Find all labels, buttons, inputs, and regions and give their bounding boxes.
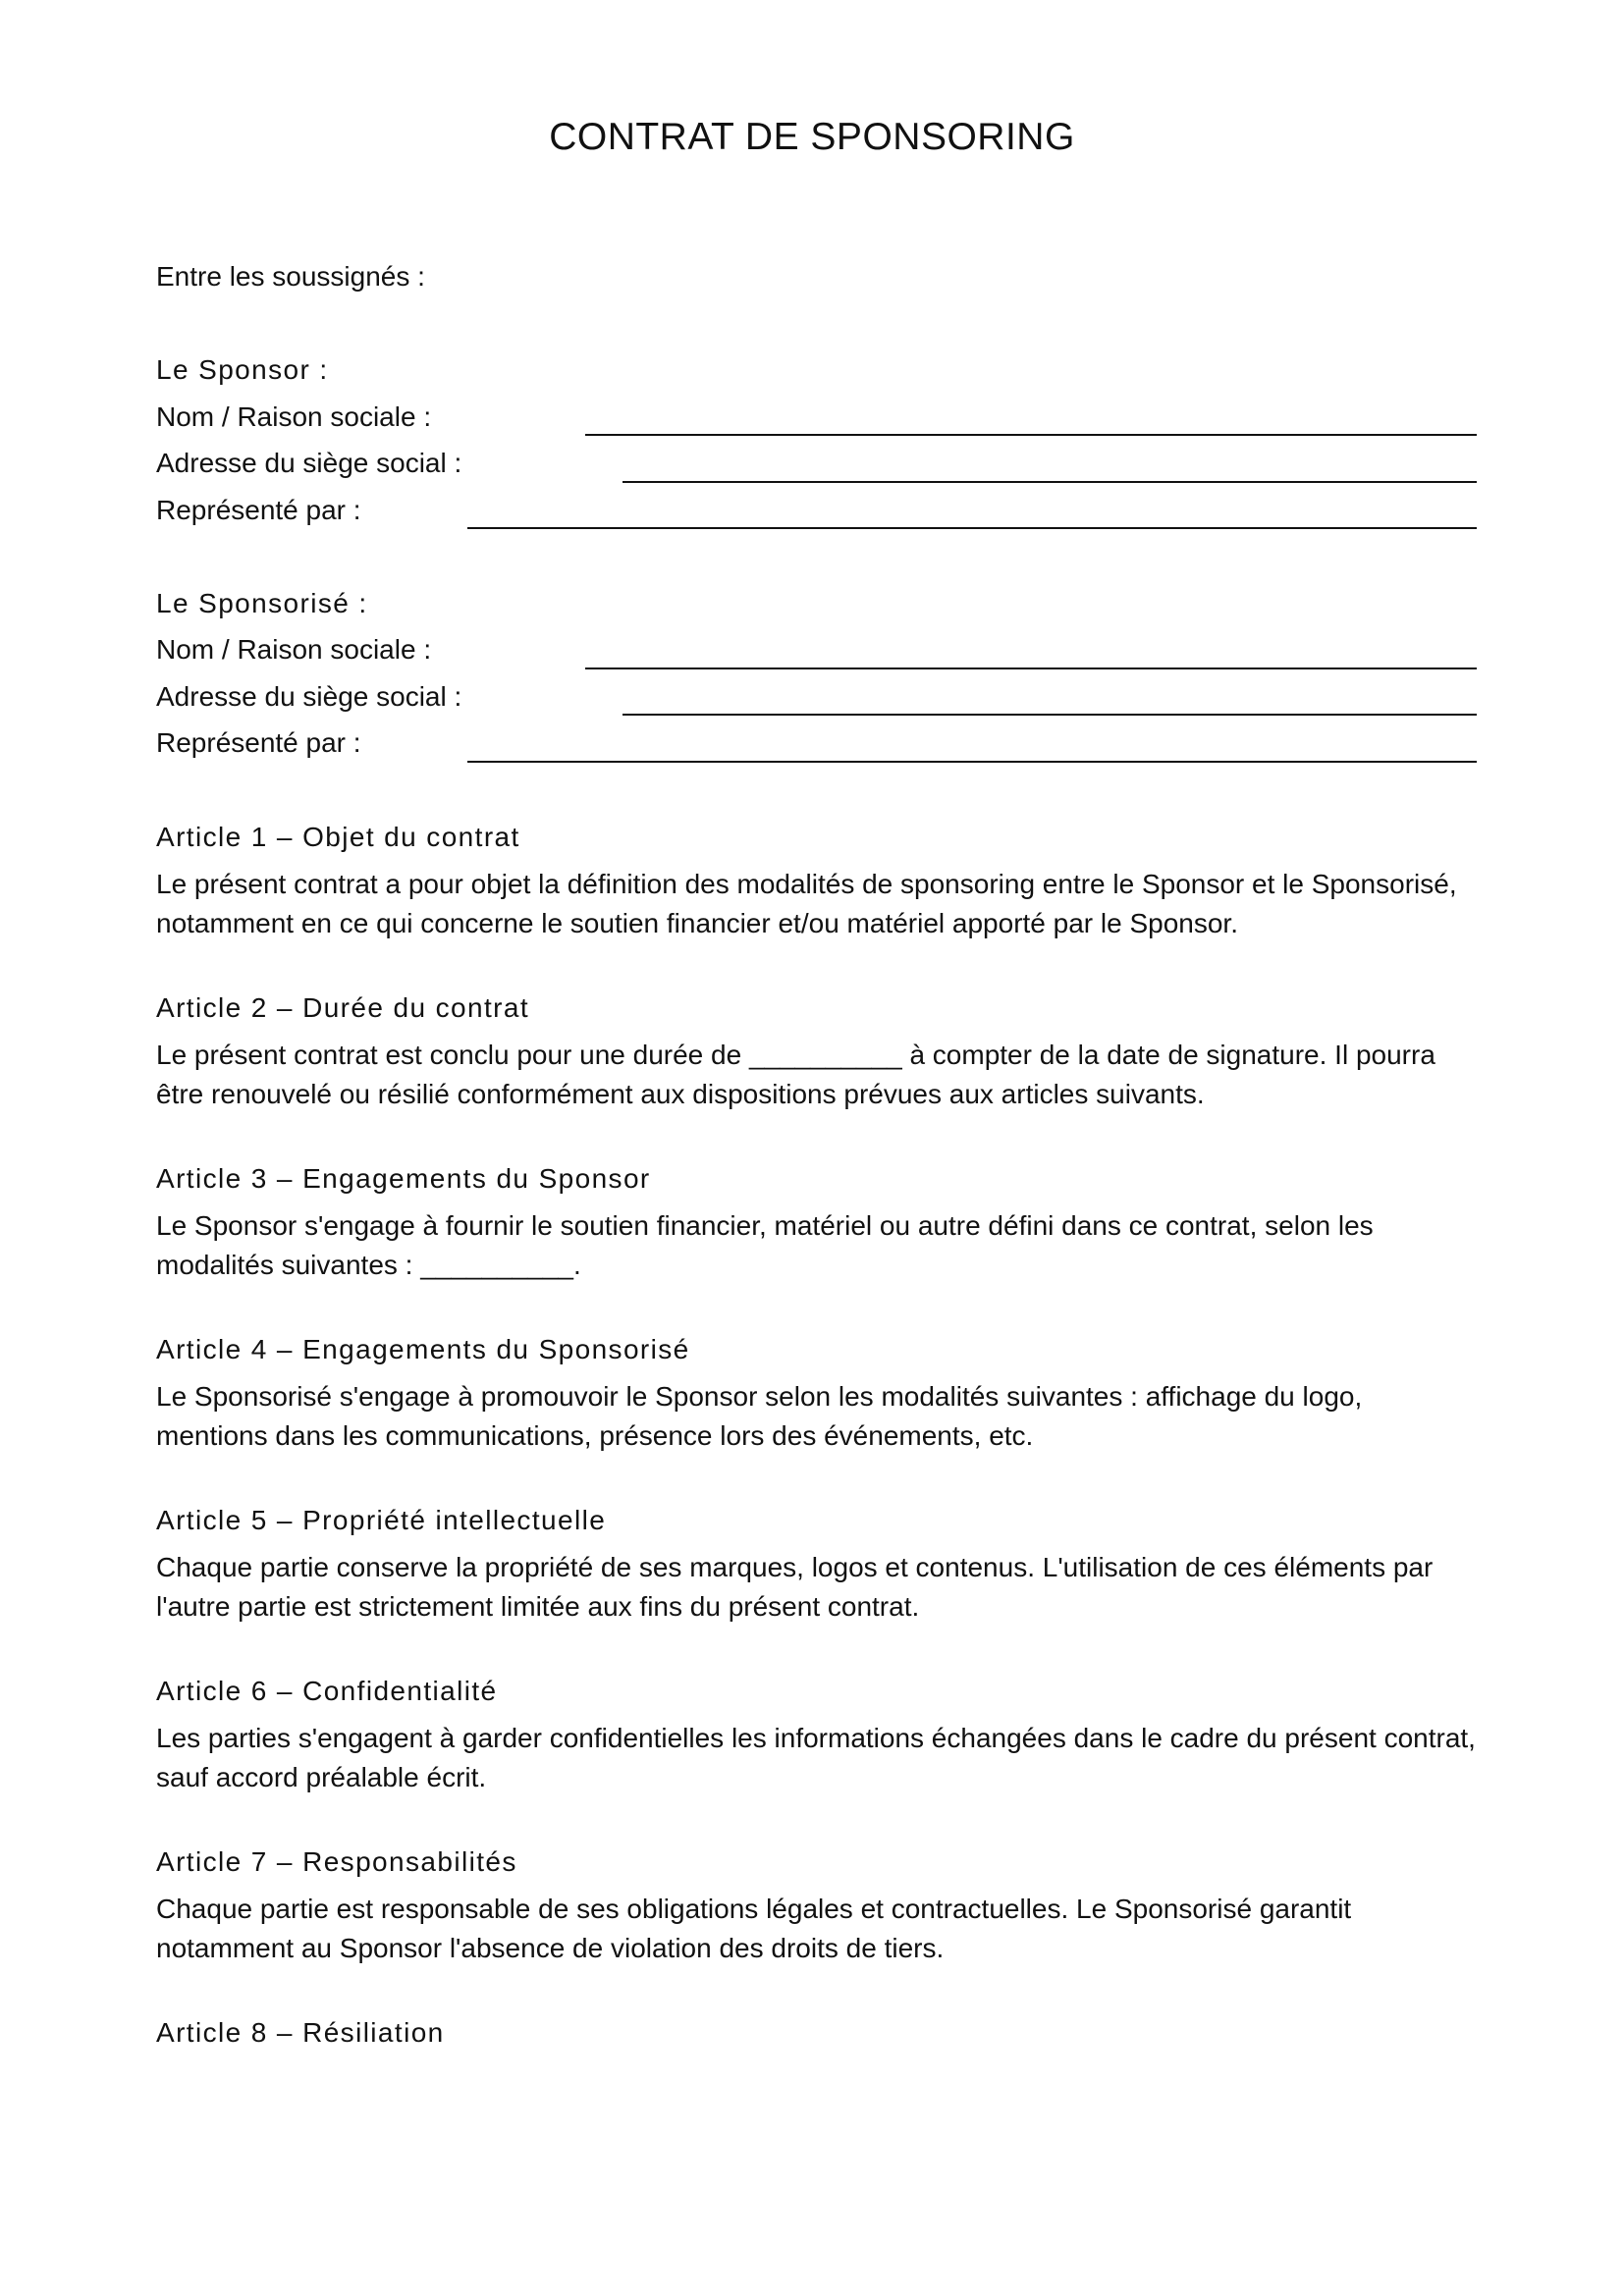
- article-2-line-1: Le présent contrat est conclu pour une durée de __________ à compter de la date de signature. Il pourra: [156, 1040, 1435, 1070]
- article-6-line-2: sauf accord préalable écrit.: [156, 1762, 487, 1792]
- sponsor-heading: Le Sponsor :: [156, 354, 329, 385]
- article-7-line-2: notamment au Sponsor l'absence de violation des droits de tiers.: [156, 1933, 945, 1963]
- sponsor-represented-label: Représenté par :: [156, 495, 361, 525]
- sponsored-address-label: Adresse du siège social :: [156, 681, 462, 712]
- intro-text: Entre les soussignés :: [156, 261, 425, 292]
- article-7-title: Article 7 – Responsabilités: [156, 1846, 517, 1877]
- article-4-title: Article 4 – Engagements du Sponsorisé: [156, 1334, 690, 1364]
- article-2-line-2: être renouvelé ou résilié conformément aux dispositions prévues aux articles suivants.: [156, 1079, 1205, 1109]
- sponsor-represented-field[interactable]: [467, 527, 1477, 529]
- article-3-line-2: modalités suivantes : __________.: [156, 1250, 581, 1280]
- sponsored-name-field[interactable]: [585, 667, 1477, 669]
- document-title: CONTRAT DE SPONSORING: [549, 116, 1075, 158]
- sponsored-name-label: Nom / Raison sociale :: [156, 634, 432, 665]
- article-3-title: Article 3 – Engagements du Sponsor: [156, 1163, 651, 1194]
- sponsored-represented-field[interactable]: [467, 761, 1477, 763]
- article-6-title: Article 6 – Confidentialité: [156, 1676, 498, 1706]
- article-8-title: Article 8 – Résiliation: [156, 2017, 445, 2048]
- sponsor-name-field[interactable]: [585, 434, 1477, 436]
- sponsored-represented-label: Représenté par :: [156, 727, 361, 758]
- sponsored-address-field[interactable]: [623, 714, 1477, 716]
- sponsor-name-label: Nom / Raison sociale :: [156, 401, 432, 432]
- article-5-line-2: l'autre partie est strictement limitée aux fins du présent contrat.: [156, 1591, 920, 1622]
- sponsor-address-field[interactable]: [623, 481, 1477, 483]
- article-4-line-1: Le Sponsorisé s'engage à promouvoir le Sponsor selon les modalités suivantes : affichage du logo,: [156, 1381, 1363, 1412]
- article-2-title: Article 2 – Durée du contrat: [156, 992, 530, 1023]
- article-1-line-1: Le présent contrat a pour objet la définition des modalités de sponsoring entre le Sponsor et le Sponsorisé,: [156, 869, 1457, 899]
- article-1-line-2: notamment en ce qui concerne le soutien financier et/ou matériel apporté par le Sponsor.: [156, 908, 1238, 938]
- sponsored-heading: Le Sponsorisé :: [156, 588, 368, 618]
- article-5-line-1: Chaque partie conserve la propriété de ses marques, logos et contenus. L'utilisation de ces éléments par: [156, 1552, 1434, 1582]
- article-6-line-1: Les parties s'engagent à garder confidentielles les informations échangées dans le cadre du présent contrat,: [156, 1723, 1476, 1753]
- article-5-title: Article 5 – Propriété intellectuelle: [156, 1505, 607, 1535]
- article-7-line-1: Chaque partie est responsable de ses obligations légales et contractuelles. Le Sponsorisé garantit: [156, 1894, 1352, 1924]
- article-1-title: Article 1 – Objet du contrat: [156, 822, 520, 852]
- article-4-line-2: mentions dans les communications, présence lors des événements, etc.: [156, 1420, 1034, 1451]
- sponsor-address-label: Adresse du siège social :: [156, 448, 462, 478]
- article-3-line-1: Le Sponsor s'engage à fournir le soutien financier, matériel ou autre défini dans ce contrat, selon les: [156, 1210, 1374, 1241]
